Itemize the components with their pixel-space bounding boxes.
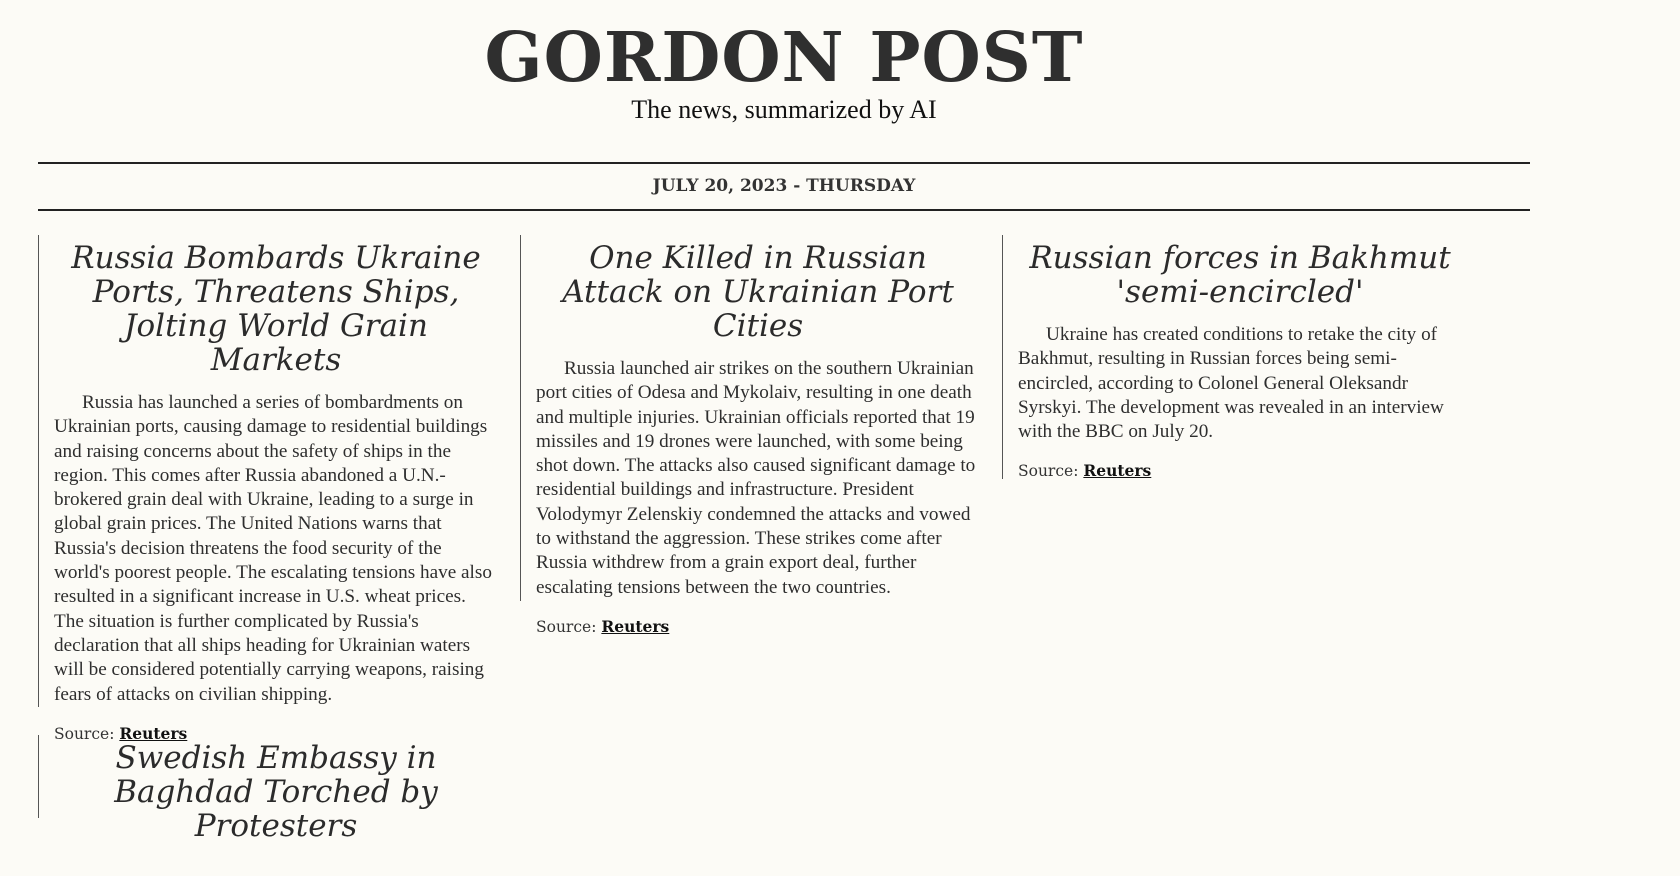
article-card: [1002, 235, 1468, 479]
source-label: Source:: [536, 617, 597, 636]
article-card: [520, 235, 986, 636]
article-source: [536, 616, 980, 638]
bottom-divider: [38, 209, 1530, 211]
source-label: Source:: [1018, 462, 1079, 481]
article-summary: Russia launched air strikes on the southern Ukrainian port cities of Odesa and Mykolaiv, resulting in one death and multiple injuries. Ukrainian officials reported that 19 missiles and 19 drones were launched, with some being shot down. The attacks also caused significant damage to residential buildings and infrastructure. President Volodymyr Zelenskiy condemned the attacks and vowed to withstand the aggression. These strikes come after Russia withdrew from a grain export deal, further escalating tensions between the two countries.: [536, 358, 976, 598]
source-link[interactable]: Reuters: [601, 616, 670, 636]
article-summary: Ukraine has created conditions to retake the city of Bakhmut, resulting in Russian forces being semi-encircled, according to Colonel General Oleksandr Syrskyi. The development was revealed in an interview with the BBC on July 20.: [1018, 324, 1444, 443]
article-headline[interactable]: Russian forces in Bakhmut 'semi-encircled': [1029, 240, 1451, 310]
date-line: JULY 20, 2023 - THURSDAY: [652, 176, 916, 196]
source-link[interactable]: Reuters: [1083, 461, 1152, 481]
source-label: Source:: [54, 724, 115, 743]
article-source: [1018, 460, 1462, 482]
site-tagline: The news, summarized by AI: [631, 95, 937, 124]
article-headline[interactable]: One Killed in Russian Attack on Ukrainian Port Cities: [562, 240, 954, 344]
article-summary: Russia has launched a series of bombardments on Ukrainian ports, causing damage to residential buildings and raising concerns about the safety of ships in the region. This comes after Russia abandoned a U.N.-brokered grain deal with Ukraine, leading to a surge in global grain prices. The United Nations warns that Russia's decision threatens the food security of the world's poorest people. The escalating tensions have also resulted in a significant increase in U.S. wheat prices. The situation is further complicated by Russia's declaration that all ships heading for Ukrainian waters will be considered potentially carrying weapons, raising fears of attacks on civilian shipping.: [54, 392, 492, 705]
article-headline[interactable]: Swedish Embassy in Baghdad Torched by Protesters: [114, 740, 438, 844]
source-link[interactable]: Reuters: [119, 723, 188, 743]
article-headline[interactable]: Russia Bombards Ukraine Ports, Threatens Ships, Jolting World Grain Markets: [71, 240, 481, 378]
article-card: [38, 735, 504, 844]
site-title[interactable]: GORDON POST: [484, 18, 1084, 98]
article-card: [38, 235, 504, 743]
